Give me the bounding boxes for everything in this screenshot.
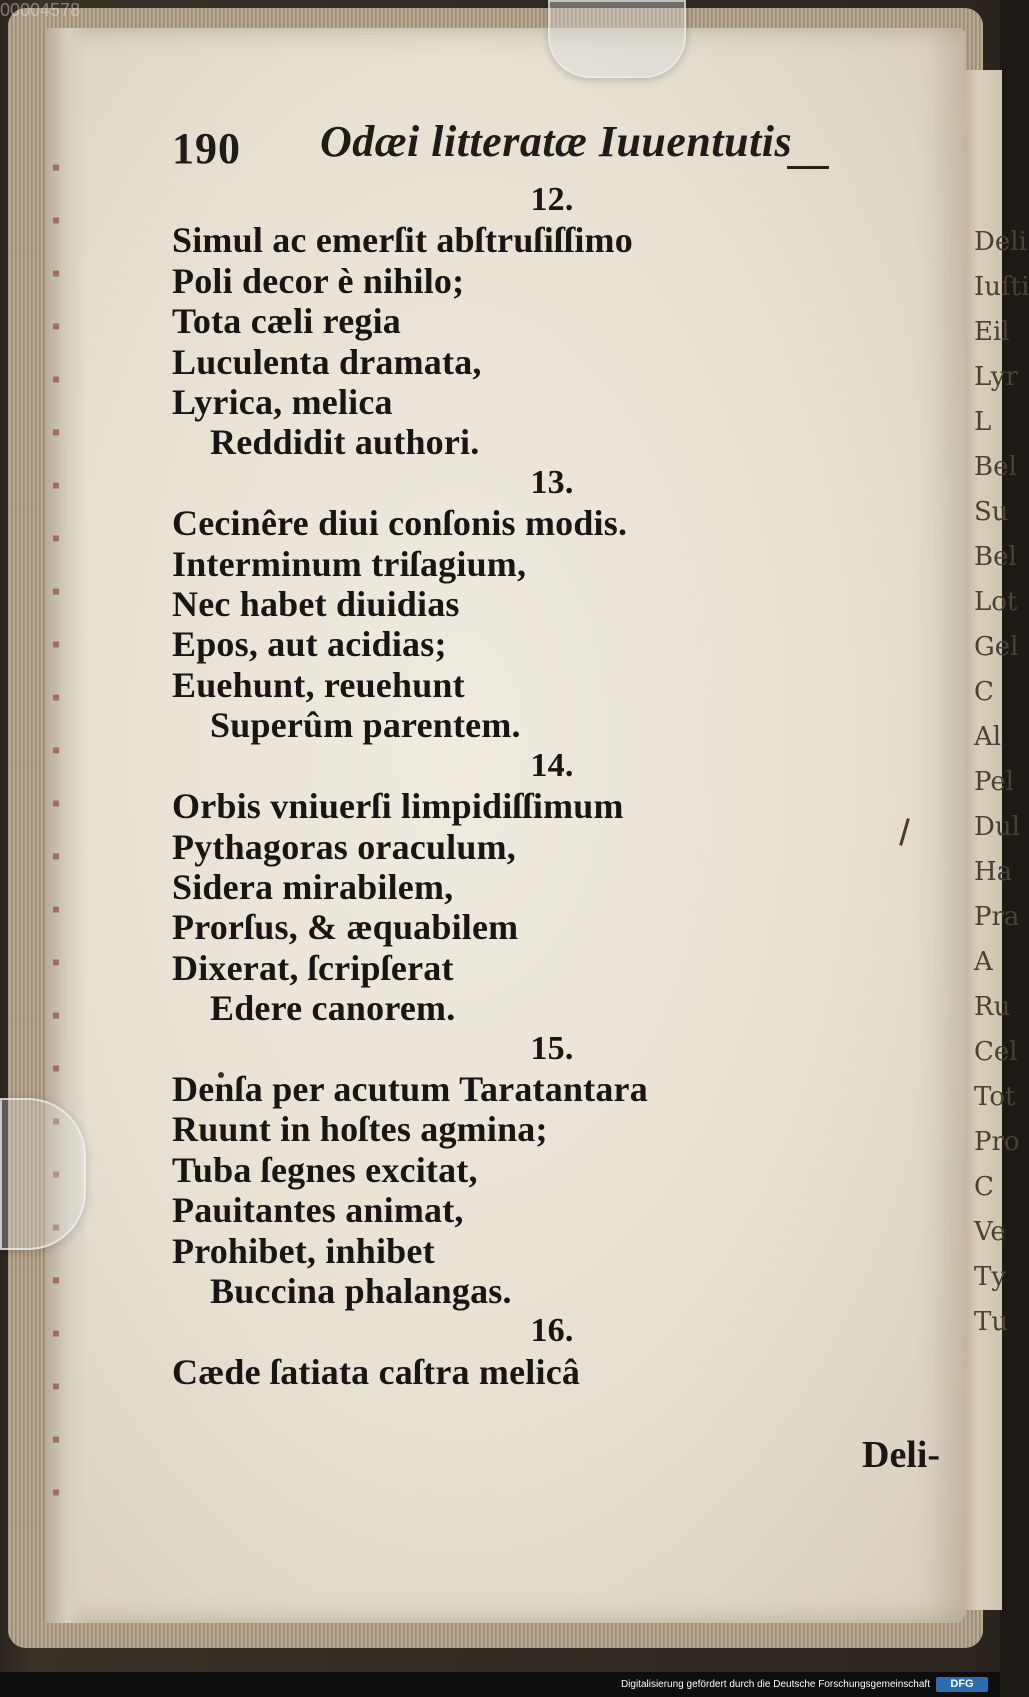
facing-page-letter: Pel — [974, 767, 1015, 797]
poem-line: Pauitantes animat, — [172, 1190, 464, 1231]
stanza-number: 13. — [530, 463, 574, 501]
facing-page-letter: Ru — [974, 992, 1011, 1022]
poem-line: Poli decor è nihilo; — [172, 260, 465, 301]
funding-credit: Digitalisierung gefördert durch die Deutsche Forschungsgemeinschaft — [620, 1679, 930, 1690]
facing-page-letter: L — [974, 407, 992, 437]
scan-label: 00004578 — [0, 0, 81, 20]
facing-page-letter: Deli — [974, 227, 1027, 257]
poem-line: Cæde ſatiata caſtra melicâ — [172, 1351, 581, 1392]
facing-page-letter: Lot — [974, 587, 1018, 617]
facing-page-letters — [974, 220, 1029, 1345]
poem-line: Buccina phalangas. — [210, 1270, 512, 1311]
poem-line: Luculenta dramata, — [172, 341, 482, 382]
ink-mark — [899, 818, 910, 846]
poem-line: Cecinêre diui conſonis modis. — [172, 503, 628, 544]
facing-page-letter: Cel — [974, 1037, 1018, 1067]
poem-line: Nec habet diuidias — [172, 584, 460, 625]
poem-line: Ruunt in hoſtes agmina; — [172, 1109, 548, 1150]
facing-page-letter: Iuſti — [974, 272, 1029, 302]
facing-page-letter: Bel — [974, 452, 1017, 482]
poem-line: Pythagoras oraculum, — [172, 826, 516, 867]
facing-page-letter: Lyr — [974, 362, 1018, 392]
facing-page-letter: Gel — [974, 632, 1019, 662]
facing-page-letter: Al — [974, 722, 1002, 752]
poem-line: Denſa per acutum Taratantara — [172, 1068, 648, 1109]
poem-line: Reddidit authori. — [210, 422, 480, 463]
poem-line: Simul ac emerſit abſtruſiſſimo — [172, 220, 633, 261]
poem-line: Sidera mirabilem, — [172, 866, 454, 907]
poem-line: Dixerat, ſcripſerat — [172, 947, 454, 988]
poem-line: Euehunt, reuehunt — [172, 664, 465, 705]
facing-page-letter: C — [974, 677, 994, 707]
facing-page-letter: C — [974, 1172, 994, 1202]
clear-plastic-clip-top — [548, 0, 686, 78]
poem-line: Tuba ſegnes excitat, — [172, 1149, 478, 1190]
poem-line: Orbis vniuerſi limpidiſſimum — [172, 786, 624, 827]
facing-page-letter: Pra — [974, 902, 1020, 932]
poem-text — [172, 180, 892, 1392]
poem-line: Interminum triſagium, — [172, 543, 527, 584]
facing-page-letter: Dul — [974, 812, 1020, 842]
facing-page-letter: Bel — [974, 542, 1017, 572]
poem-line: Edere canorem. — [210, 988, 456, 1029]
poem-line: Prorſus, & æquabilem — [172, 907, 519, 948]
poem-line: Epos, aut acidias; — [172, 624, 447, 665]
facing-page-letter: Ty — [974, 1262, 1007, 1292]
catchword: Deli- — [862, 1434, 941, 1476]
poem-line: Superûm parentem. — [210, 705, 521, 746]
clear-plastic-clip-left — [0, 1098, 86, 1250]
page-header — [172, 108, 852, 178]
binding-thread — [53, 118, 59, 1518]
stanza-number: 16. — [530, 1312, 574, 1350]
dfg-logo: DFG — [936, 1677, 988, 1692]
facing-page-letter: Ha — [974, 857, 1013, 887]
digitization-footer — [0, 1672, 1000, 1697]
facing-page-letter: A — [974, 947, 993, 977]
facing-page-letter: Su — [974, 497, 1009, 527]
poem-line: Lyrica, melica — [172, 382, 393, 423]
running-title: Odæi litteratæ Iuuentutis — [320, 117, 793, 166]
stanza-number: 14. — [530, 746, 574, 784]
facing-page-letter: Eil — [974, 317, 1010, 347]
poem-line: Prohibet, inhibet — [172, 1230, 435, 1271]
facing-page-letter: Tot — [974, 1082, 1016, 1112]
facing-page-letter: Tu — [974, 1307, 1009, 1337]
header-rule — [787, 166, 829, 169]
binding-gutter — [45, 28, 87, 1623]
poem-line: Tota cæli regia — [172, 301, 401, 342]
facing-page-letter: Pro — [974, 1127, 1020, 1157]
stanza-number: 15. — [530, 1029, 574, 1067]
stanza-number: 12. — [530, 181, 574, 218]
facing-page-letter: Ve — [974, 1217, 1006, 1247]
page-number: 190 — [172, 124, 241, 173]
